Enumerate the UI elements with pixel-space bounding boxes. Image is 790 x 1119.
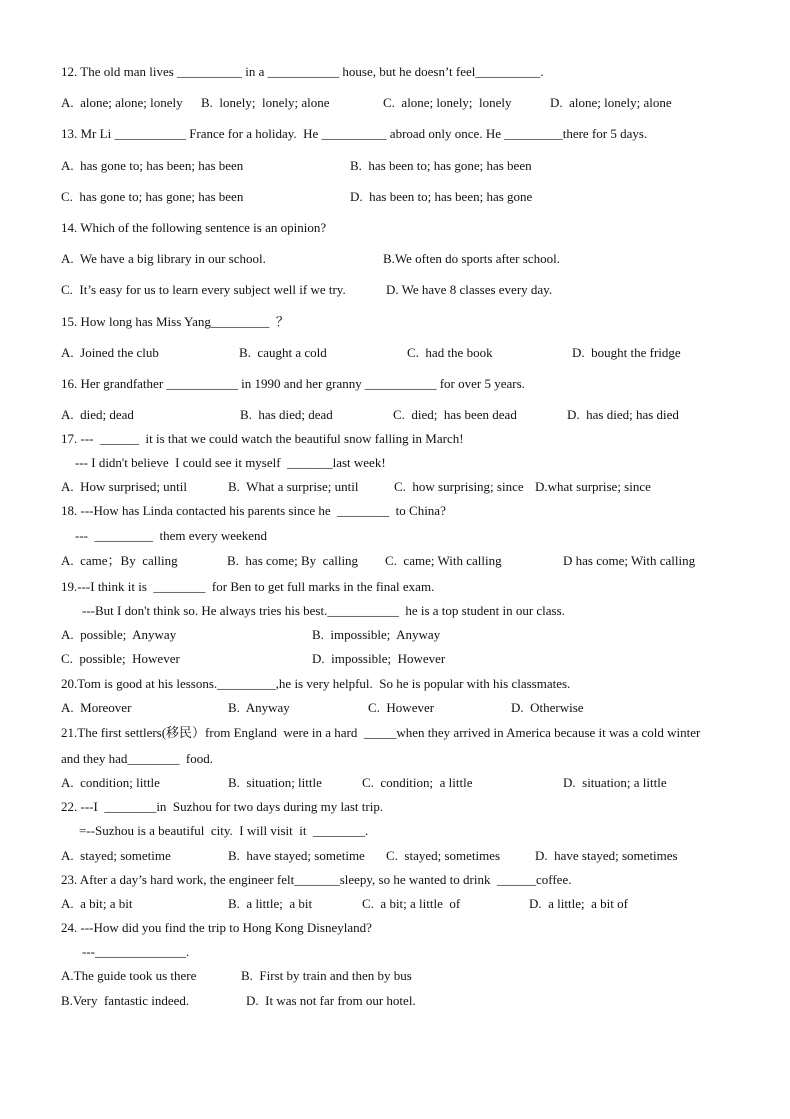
question-stem: 17. --- ______ it is that we could watch the beautiful snow falling in March!: [61, 431, 464, 446]
answer-option: B.Very fantastic indeed.: [61, 993, 190, 1008]
question-stem: 14. Which of the following sentence is an opinion?: [61, 220, 327, 235]
answer-option: A. a bit; a bit: [61, 896, 133, 911]
answer-option: A.The guide took us there: [61, 968, 197, 983]
answer-option: C. condition; a little: [362, 775, 473, 790]
answer-option: C. However: [368, 700, 435, 715]
answer-option: D. It was not far from our hotel.: [246, 993, 416, 1008]
question-stem: 15. How long has Miss Yang_________ ？: [61, 314, 289, 329]
answer-option: D. We have 8 classes every day.: [386, 282, 553, 297]
answer-option: B.We often do sports after school.: [383, 251, 560, 266]
answer-option: A. has gone to; has been; has been: [61, 158, 244, 173]
question-stem: 21.The first settlers(移民）from England were in a hard _____when they arrived in America because it was a cold winter: [61, 725, 701, 740]
answer-option: A. Moreover: [61, 700, 132, 715]
answer-option: D has come; With calling: [563, 553, 696, 568]
answer-option: A. came；By calling: [61, 553, 178, 568]
question-stem: 12. The old man lives __________ in a ___________ house, but he doesn’t feel__________.: [61, 64, 544, 79]
answer-option: B. a little; a bit: [228, 896, 313, 911]
answer-option: C. had the book: [407, 345, 493, 360]
question-line: ---______________.: [82, 944, 190, 959]
answer-option: A. How surprised; until: [61, 479, 188, 494]
answer-option: A. Joined the club: [61, 345, 159, 360]
question-line: --- I didn't believe I could see it myself _______last week!: [75, 455, 386, 470]
answer-option: B. lonely; lonely; alone: [201, 95, 330, 110]
answer-option: D. has been to; has been; has gone: [350, 189, 533, 204]
answer-option: C. has gone to; has gone; has been: [61, 189, 244, 204]
answer-option: A. We have a big library in our school.: [61, 251, 266, 266]
answer-option: B. situation; little: [228, 775, 322, 790]
question-line: =--Suzhou is a beautiful city. I will visit it ________.: [79, 823, 369, 838]
answer-option: B. have stayed; sometime: [228, 848, 365, 863]
question-stem: 19.---I think it is ________ for Ben to get full marks in the final exam.: [61, 579, 435, 594]
answer-option: D. a little; a bit of: [529, 896, 628, 911]
answer-option: B. First by train and then by bus: [241, 968, 412, 983]
question-stem: 20.Tom is good at his lessons._________,he is very helpful. So he is popular with his classmates.: [61, 676, 571, 691]
answer-option: B. What a surprise; until: [228, 479, 359, 494]
question-line: --- _________ them every weekend: [75, 528, 268, 543]
answer-option: C. It’s easy for us to learn every subject well if we try.: [61, 282, 346, 297]
answer-option: C. a bit; a little of: [362, 896, 461, 911]
question-line: ---But I don't think so. He always tries his best.___________ he is a top student in our class.: [82, 603, 565, 618]
answer-option: A. possible; Anyway: [61, 627, 177, 642]
answer-option: A. alone; alone; lonely: [61, 95, 183, 110]
answer-option: B. has come; By calling: [227, 553, 359, 568]
question-line: and they had________ food.: [61, 751, 214, 766]
answer-option: B. caught a cold: [239, 345, 327, 360]
answer-option: B. has been to; has gone; has been: [350, 158, 532, 173]
answer-option: A. died; dead: [61, 407, 134, 422]
answer-option: C. died; has been dead: [393, 407, 517, 422]
answer-option: A. stayed; sometime: [61, 848, 171, 863]
answer-option: C. possible; However: [61, 651, 180, 666]
answer-option: D. alone; lonely; alone: [550, 95, 672, 110]
answer-option: C. came; With calling: [385, 553, 502, 568]
answer-option: D. Otherwise: [511, 700, 584, 715]
question-stem: 23. After a day’s hard work, the engineer felt_______sleepy, so he wanted to drink ______coffee.: [61, 872, 572, 887]
answer-option: B. has died; dead: [240, 407, 333, 422]
question-stem: 24. ---How did you find the trip to Hong Kong Disneyland?: [61, 920, 372, 935]
answer-option: C. how surprising; since: [394, 479, 524, 494]
question-stem: 18. ---How has Linda contacted his parents since he ________ to China?: [61, 503, 446, 518]
answer-option: B. impossible; Anyway: [312, 627, 441, 642]
answer-option: D. situation; a little: [563, 775, 667, 790]
answer-option: D. has died; has died: [567, 407, 679, 422]
answer-option: C. stayed; sometimes: [386, 848, 501, 863]
question-stem: 16. Her grandfather ___________ in 1990 and her granny ___________ for over 5 years.: [61, 376, 525, 391]
question-stem: 22. ---I ________in Suzhou for two days during my last trip.: [61, 799, 384, 814]
answer-option: D. have stayed; sometimes: [535, 848, 678, 863]
answer-option: B. Anyway: [228, 700, 290, 715]
answer-option: D. impossible; However: [312, 651, 446, 666]
answer-option: C. alone; lonely; lonely: [383, 95, 512, 110]
answer-option: D. bought the fridge: [572, 345, 681, 360]
answer-option: A. condition; little: [61, 775, 160, 790]
answer-option: D.what surprise; since: [535, 479, 651, 494]
question-stem: 13. Mr Li ___________ France for a holiday. He __________ abroad only once. He _________there for 5 days.: [61, 126, 648, 141]
